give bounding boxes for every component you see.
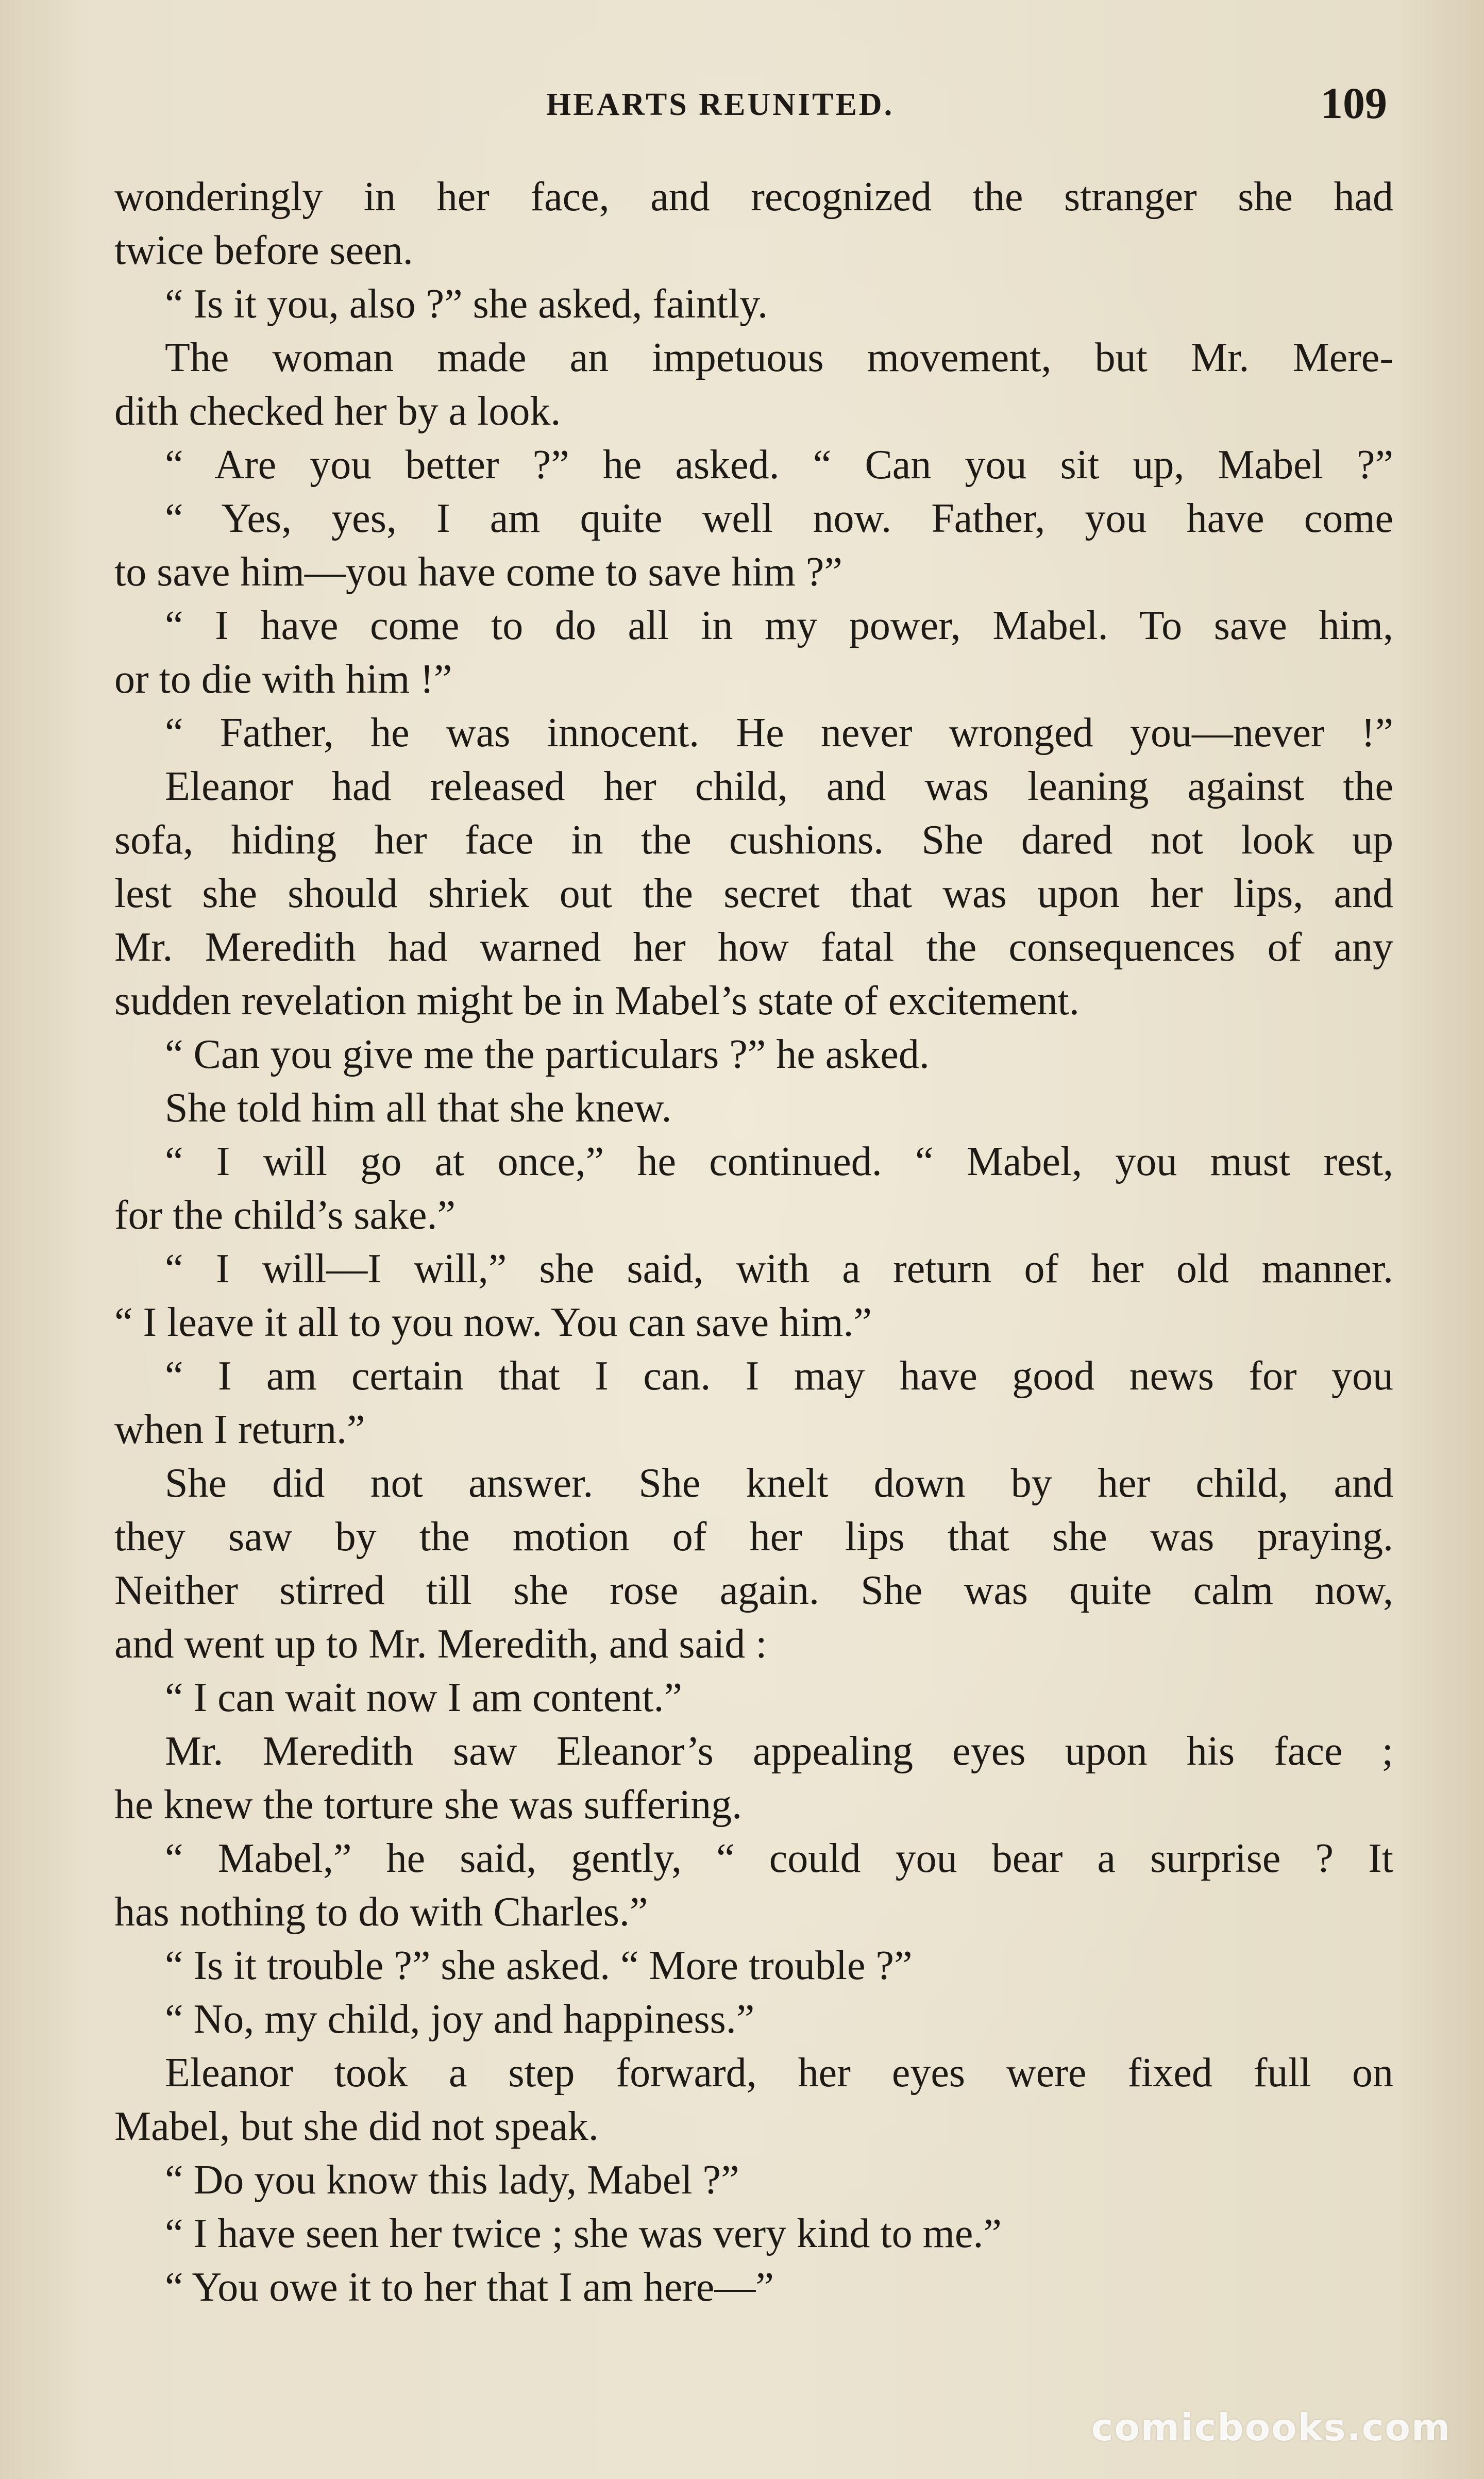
text-line: “ Yes, yes, I am quite well now. Father, you have come — [165, 496, 1393, 541]
text-line: Eleanor took a step forward, her eyes were fixed full on — [165, 2050, 1393, 2096]
text-line: they saw by the motion of her lips that she was praying. — [114, 1514, 1393, 1560]
text-line: Eleanor had released her child, and was leaning against the — [165, 764, 1393, 809]
text-line: dith checked her by a look. — [114, 389, 561, 434]
text-line: She did not answer. She knelt down by her child, and — [165, 1461, 1393, 1506]
text-line: when I return.” — [114, 1407, 365, 1452]
text-line: “ Is it you, also ?” she asked, faintly. — [165, 281, 768, 327]
text-line: twice before seen. — [114, 228, 413, 273]
text-line: “ You owe it to her that I am here—” — [165, 2265, 774, 2310]
text-line: for the child’s sake.” — [114, 1193, 456, 1238]
text-line: has nothing to do with Charles.” — [114, 1889, 648, 1935]
text-line: he knew the torture she was suffering. — [114, 1782, 743, 1828]
text-line: “ Mabel,” he said, gently, “ could you bear a surprise ? It — [165, 1836, 1393, 1881]
text-line: Mr. Meredith saw Eleanor’s appealing eyes upon his face ; — [165, 1729, 1393, 1774]
text-line: wonderingly in her face, and recognized the stranger she had — [114, 174, 1393, 220]
text-line: “ I am certain that I can. I may have good news for you — [165, 1353, 1393, 1399]
text-line: “ Can you give me the particulars ?” he asked. — [165, 1032, 930, 1077]
text-line: “ I will—I will,” she said, with a return of her old manner. — [165, 1246, 1393, 1292]
text-line: “ I have come to do all in my power, Mabel. To save him, — [165, 603, 1393, 648]
text-line: She told him all that she knew. — [165, 1085, 672, 1131]
text-line: sudden revelation might be in Mabel’s state of excitement. — [114, 978, 1080, 1024]
text-line: “ No, my child, joy and happiness.” — [165, 1997, 755, 2042]
text-line: “ Do you know this lady, Mabel ?” — [165, 2157, 739, 2203]
text-line: “ Father, he was innocent. He never wronged you—never !” — [165, 710, 1393, 756]
text-line: “ I will go at once,” he continued. “ Mabel, you must rest, — [165, 1139, 1393, 1184]
body-text — [114, 170, 1393, 2314]
text-line: “ I have seen her twice ; she was very kind to me.” — [165, 2211, 1002, 2256]
text-line: “ I can wait now I am content.” — [165, 1675, 683, 1720]
text-line: sofa, hiding her face in the cushions. She dared not look up — [114, 817, 1393, 863]
text-line: to save him—you have come to save him ?” — [114, 549, 842, 595]
running-title: HEARTS REUNITED. — [546, 87, 895, 122]
text-line: “ Is it trouble ?” she asked. “ More trouble ?” — [165, 1943, 913, 1988]
watermark: comicbooks.com — [1091, 2406, 1451, 2449]
text-line: “ Are you better ?” he asked. “ Can you sit up, Mabel ?” — [165, 442, 1393, 488]
page-number: 109 — [1321, 78, 1387, 128]
text-line: Mr. Meredith had warned her how fatal the consequences of any — [114, 925, 1393, 970]
text-line: lest she should shriek out the secret that was upon her lips, and — [114, 871, 1393, 916]
text-line: Neither stirred till she rose again. She was quite calm now, — [114, 1568, 1393, 1613]
text-line: “ I leave it all to you now. You can save him.” — [114, 1300, 872, 1345]
text-line: or to die with him !” — [114, 657, 452, 702]
text-line: and went up to Mr. Meredith, and said : — [114, 1621, 767, 1667]
text-line: The woman made an impetuous movement, but Mr. Mere- — [165, 335, 1393, 380]
text-line: Mabel, but she did not speak. — [114, 2104, 599, 2149]
